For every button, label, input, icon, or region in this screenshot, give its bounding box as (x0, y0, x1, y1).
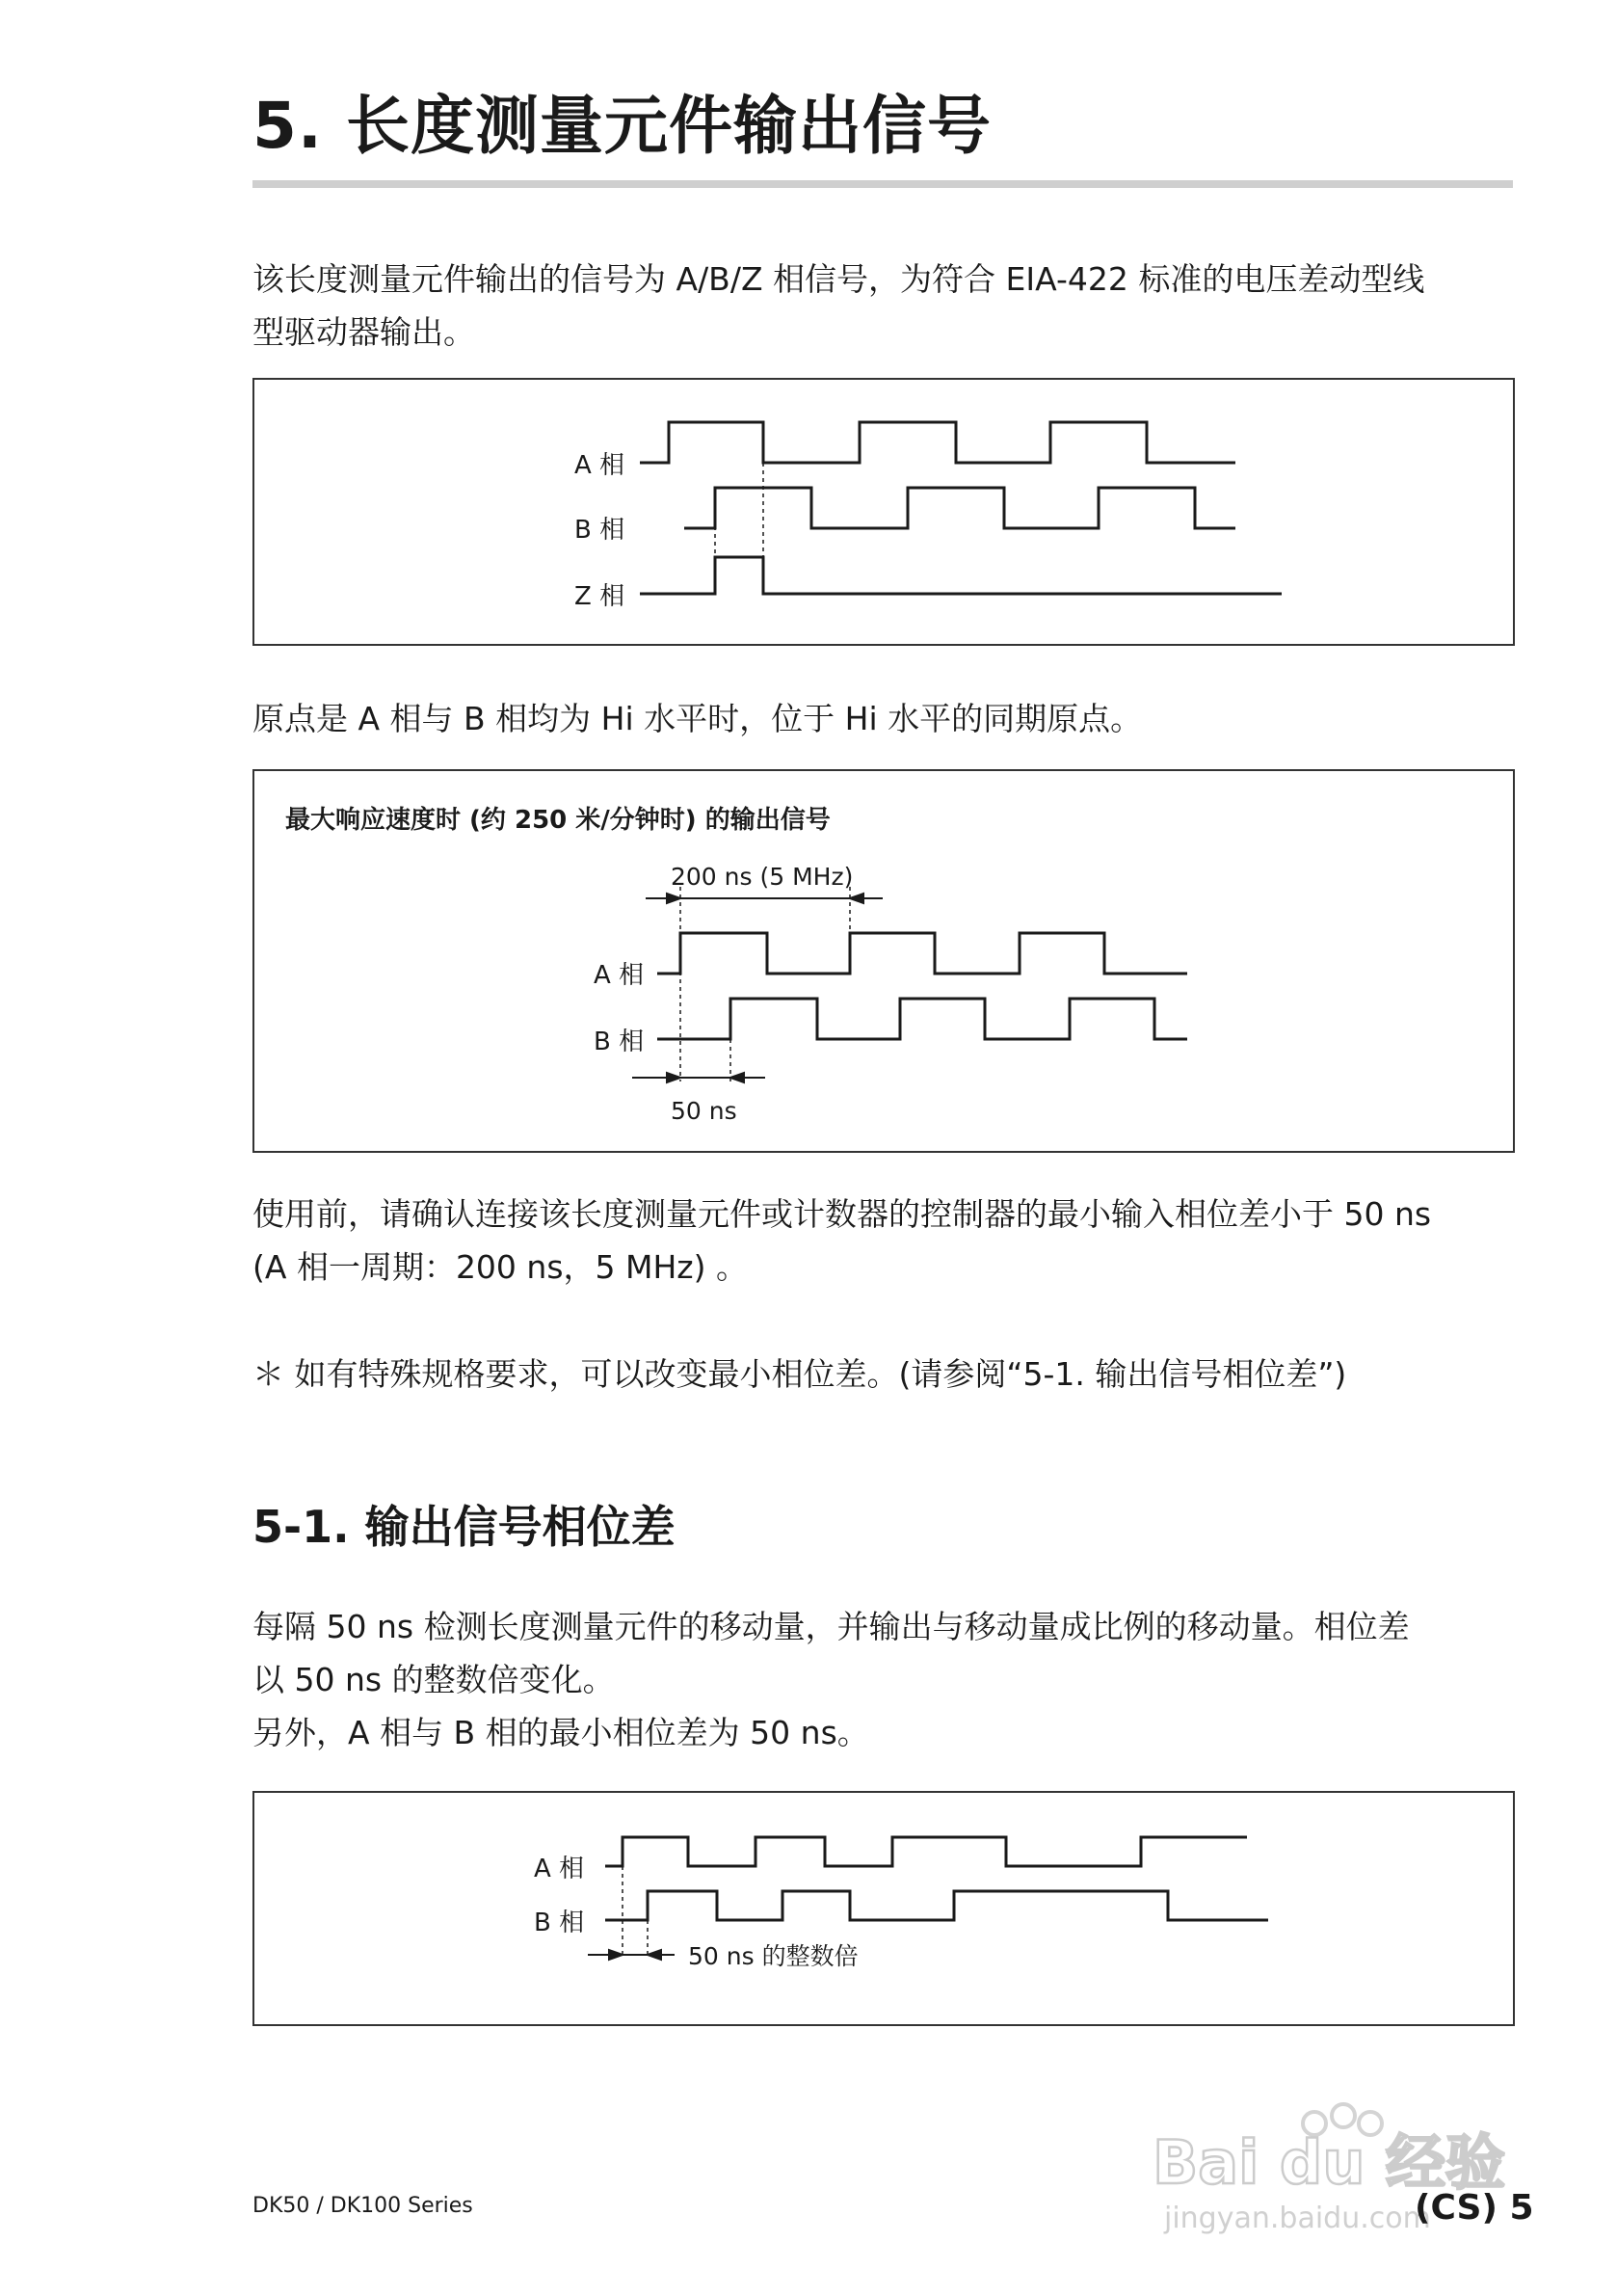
phase-arrow-left (667, 1073, 680, 1082)
page-title: 5. 长度测量元件输出信号 (252, 89, 992, 163)
phase-b-label: B 相 (534, 1909, 585, 1937)
phase-b-label: B 相 (574, 516, 625, 545)
phase-arrow-left (609, 1950, 623, 1960)
section-line-2: 以 50 ns 的整数倍变化。 (252, 1661, 615, 1698)
abz-waveform (254, 380, 1513, 644)
max-speed-caption: 最大响应速度时 (约 250 米/分钟时) 的输出信号 (285, 806, 831, 835)
phase-z-waveform (640, 557, 1282, 594)
phase-z-label: Z 相 (574, 582, 625, 611)
max-speed-waveform (254, 771, 1513, 1151)
footer-page-number: (CS) 5 (1415, 2188, 1534, 2228)
phase-difference-diagram (252, 1791, 1515, 2026)
section-line-3: 另外，A 相与 B 相的最小相位差为 50 ns。 (252, 1714, 869, 1751)
phase-arrow-right (648, 1950, 661, 1960)
phase-arrow-right (730, 1073, 744, 1082)
section-title: 5-1. 输出信号相位差 (252, 1501, 676, 1553)
period-label: 200 ns (5 MHz) (671, 863, 854, 891)
phase-label: 50 ns 的整数倍 (688, 1942, 859, 1970)
special-note-paragraph (252, 1348, 1515, 1401)
abz-phase-diagram (252, 378, 1515, 646)
period-arrow-left (667, 894, 680, 903)
title-rule (252, 180, 1513, 188)
before-use-line-2: (A 相一周期：200 ns，5 MHz) 。 (252, 1248, 748, 1286)
intro-line-2: 型驱动器输出。 (252, 313, 475, 351)
phase-b-waveform (605, 1891, 1268, 1920)
phase-a-label: A 相 (574, 451, 625, 480)
footer-series: DK50 / DK100 Series (252, 2194, 473, 2218)
watermark-url: jingyan.baidu.com (1164, 2202, 1431, 2235)
period-arrow-right (850, 894, 863, 903)
phase-b-waveform (684, 488, 1235, 528)
watermark-text: Bai du 经验 (1153, 2127, 1506, 2198)
section-paragraph (252, 1600, 1515, 1759)
intro-paragraph (252, 253, 1515, 359)
intro-line-1: 该长度测量元件输出的信号为 A/B/Z 相信号，为符合 EIA-422 标准的电压差动型线 (252, 260, 1425, 298)
phase-a-waveform (657, 933, 1187, 974)
phase-label: 50 ns (671, 1097, 737, 1125)
phase-b-label: B 相 (594, 1028, 645, 1056)
special-note: ＊ 如有特殊规格要求，可以改变最小相位差。(请参阅“5-1. 输出信号相位差”) (252, 1355, 1347, 1393)
phase-a-label: A 相 (534, 1855, 585, 1883)
phase-a-waveform (640, 422, 1235, 463)
max-speed-diagram (252, 769, 1515, 1153)
origin-paragraph (252, 692, 1515, 745)
before-use-paragraph (252, 1188, 1515, 1294)
before-use-line-1: 使用前，请确认连接该长度测量元件或计数器的控制器的最小输入相位差小于 50 ns (252, 1195, 1432, 1233)
phase-difference-waveform (254, 1793, 1513, 2024)
phase-a-label: A 相 (594, 961, 645, 990)
origin-note: 原点是 A 相与 B 相均为 Hi 水平时，位于 Hi 水平的同期原点。 (252, 700, 1143, 737)
section-line-1: 每隔 50 ns 检测长度测量元件的移动量，并输出与移动量成比例的移动量。相位差 (252, 1608, 1410, 1645)
phase-b-waveform (657, 999, 1187, 1039)
phase-a-waveform (605, 1837, 1247, 1866)
